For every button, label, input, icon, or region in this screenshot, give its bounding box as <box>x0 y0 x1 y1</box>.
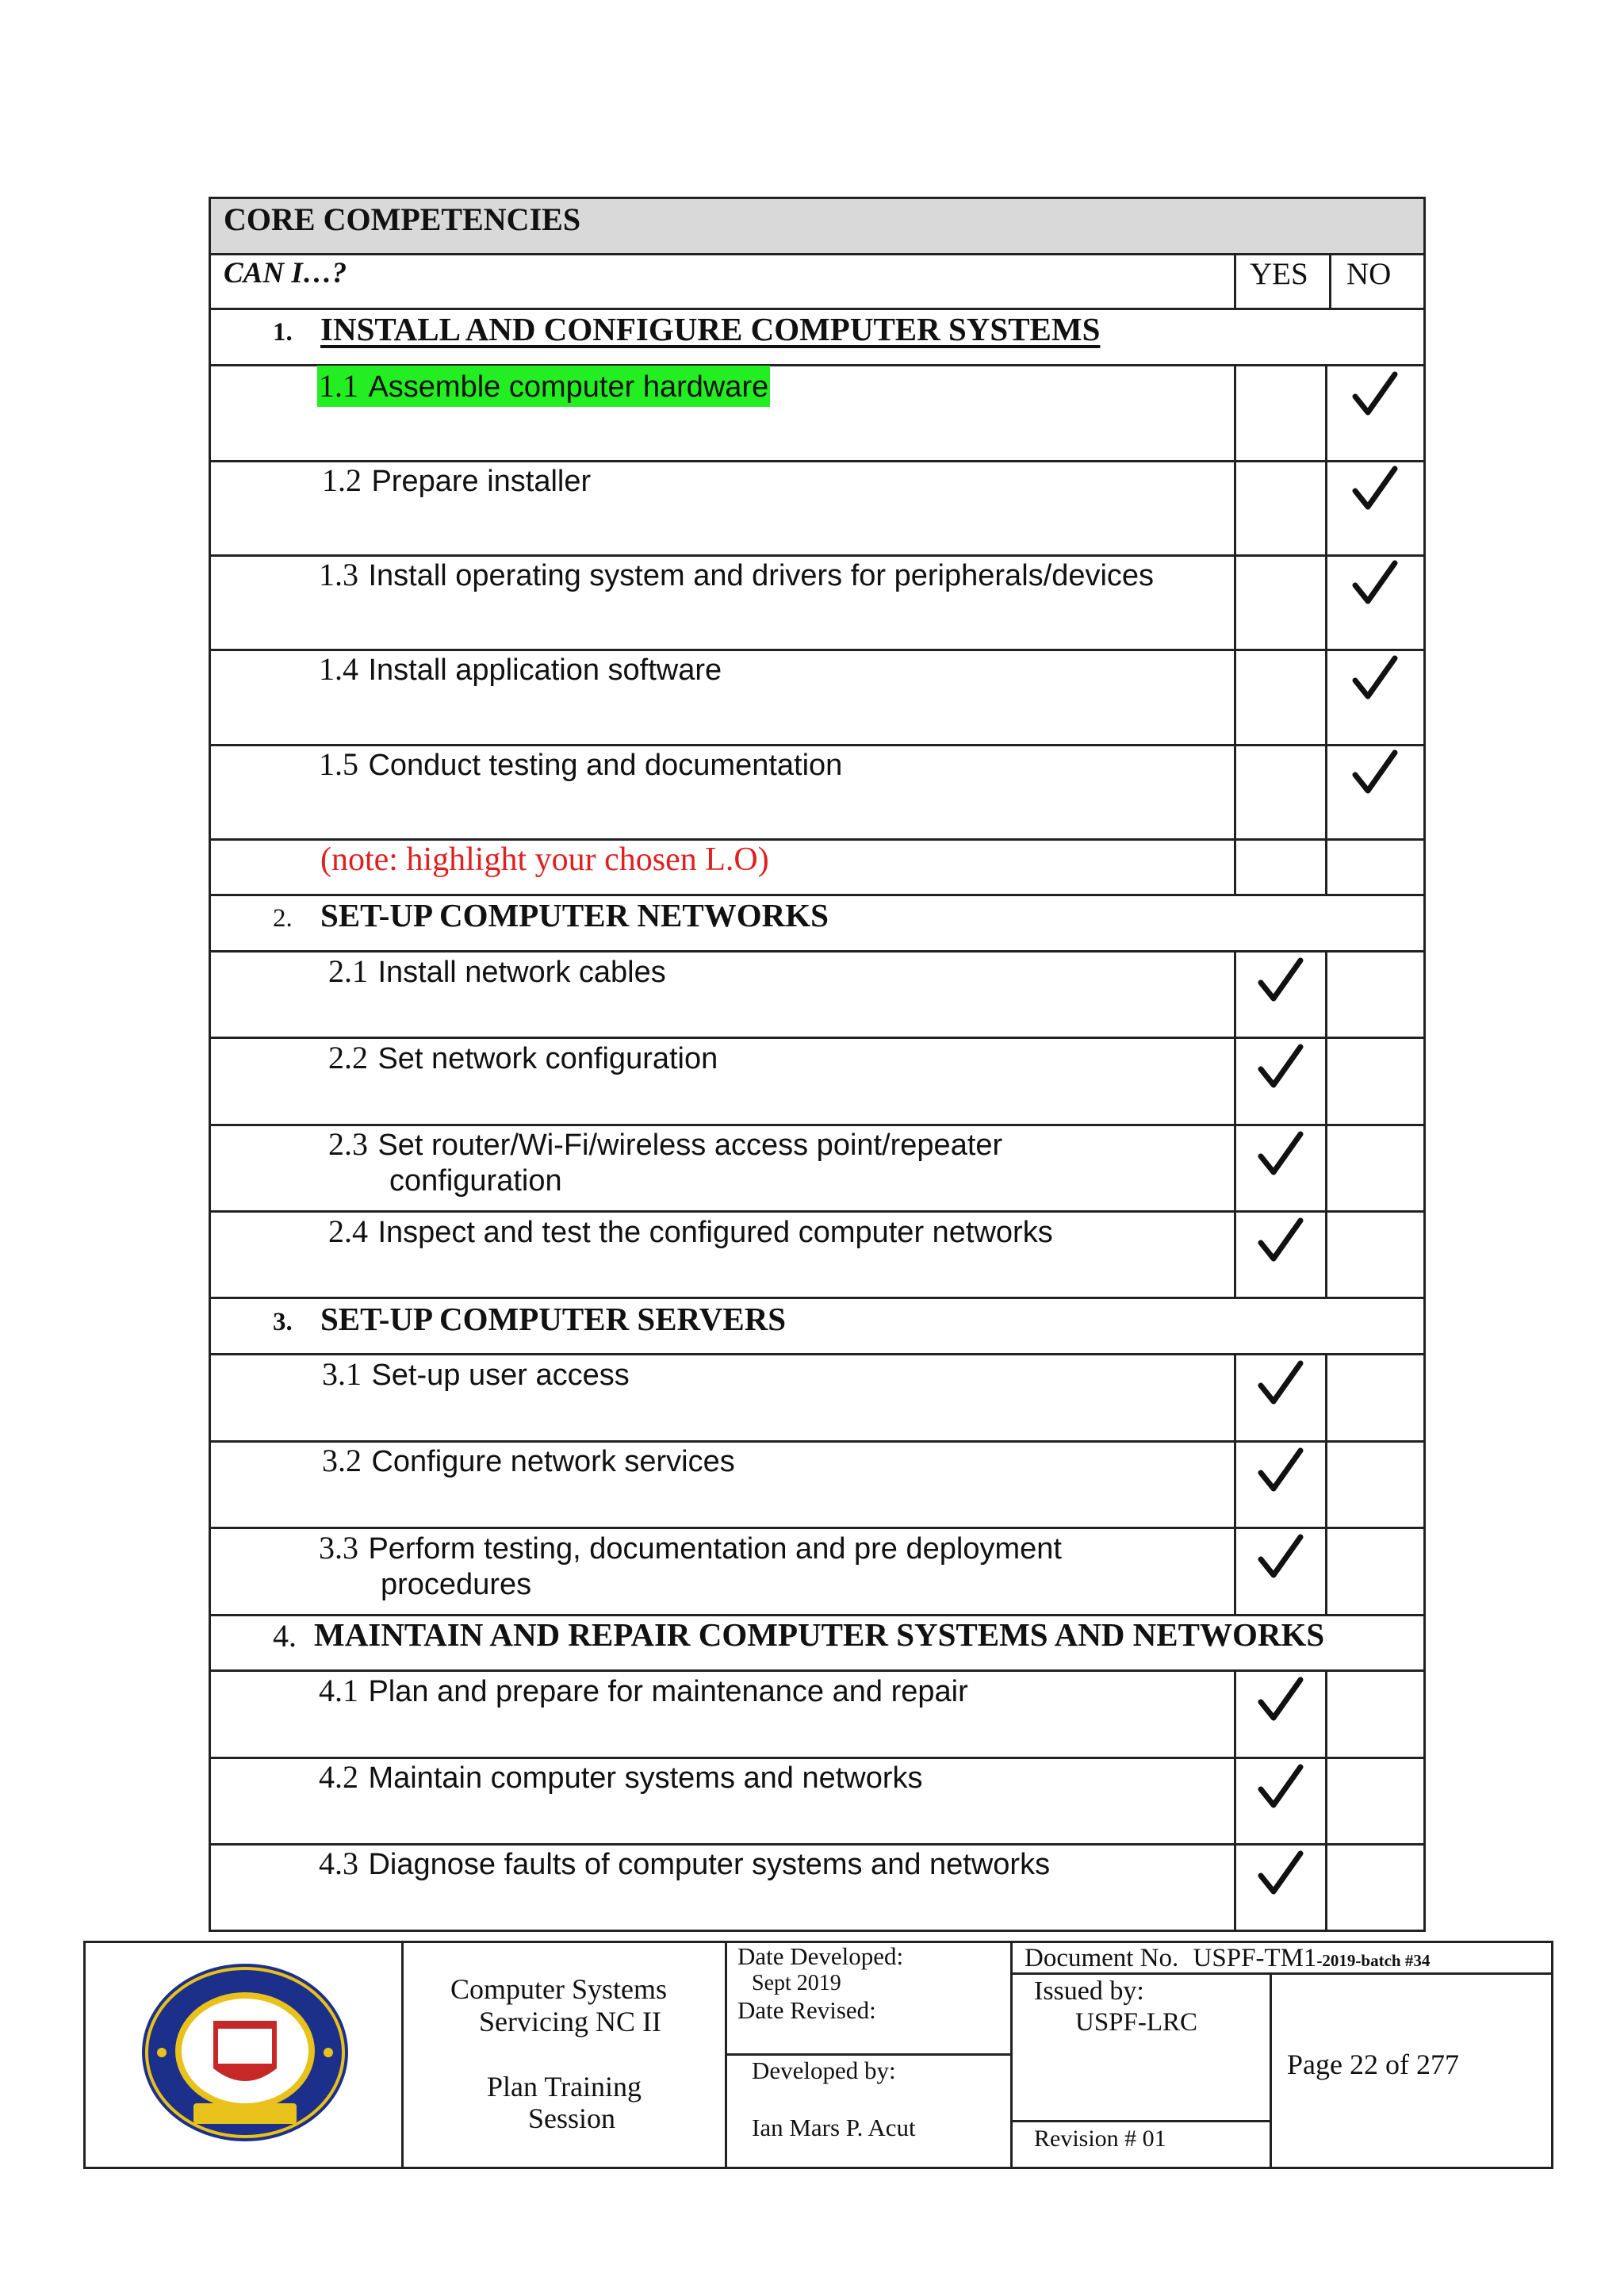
item-number: 2.1 <box>328 953 368 989</box>
highlight-note: (note: highlight your chosen L.O) <box>320 841 769 878</box>
item-text: Set-up user access <box>371 1359 630 1392</box>
item-number: 2.3 <box>328 1126 368 1162</box>
table-row <box>322 1443 735 1479</box>
checkmark-icon <box>1352 558 1398 606</box>
item-text: Install application software <box>368 654 722 687</box>
section-number: 4. <box>273 1618 297 1654</box>
checkmark-icon <box>1258 1446 1304 1493</box>
section-number: 3. <box>273 1308 293 1336</box>
checkmark-icon <box>1258 1675 1304 1723</box>
item-text: Install network cables <box>377 956 666 989</box>
item-number: 1.2 <box>322 462 362 498</box>
table-title: CORE COMPETENCIES <box>224 201 581 237</box>
document-number <box>1025 1944 1430 1972</box>
table-row <box>319 558 1154 593</box>
document-no-value: USPF-TM1 <box>1193 1944 1317 1972</box>
yes-column-header: YES <box>1250 257 1308 291</box>
section-number: 1. <box>273 318 293 347</box>
table-row <box>319 652 722 688</box>
table-row <box>328 954 666 990</box>
item-number: 2.4 <box>328 1213 368 1249</box>
section-title: SET-UP COMPUTER SERVERS <box>320 1301 787 1337</box>
document-no-label: Document No. <box>1025 1944 1179 1972</box>
checkmark-icon <box>1258 1849 1304 1896</box>
item-text: Plan and prepare for maintenance and repair <box>368 1675 968 1708</box>
item-number: 4.1 <box>319 1673 358 1708</box>
table-row <box>319 1673 968 1709</box>
section-number: 2. <box>273 904 293 933</box>
checkmark-icon <box>1352 464 1398 512</box>
item-number: 1.4 <box>319 651 358 687</box>
page-number: Page 22 of 277 <box>1287 2049 1459 2080</box>
table-row <box>328 1041 718 1076</box>
checkmark-icon <box>1258 1762 1304 1810</box>
item-text: Set network configuration <box>377 1042 718 1075</box>
checkmark-icon <box>1258 1216 1304 1263</box>
checkmark-icon <box>1258 1532 1304 1580</box>
item-text: Assemble computer hardware <box>368 370 769 404</box>
table-row <box>317 366 770 407</box>
checkmark-icon <box>1352 748 1398 795</box>
item-number: 1.5 <box>319 746 358 782</box>
can-i-label: CAN I…? <box>224 257 347 289</box>
section-title: MAINTAIN AND REPAIR COMPUTER SYSTEMS AND NETWORKS <box>314 1616 1325 1653</box>
no-column-header: NO <box>1346 257 1392 291</box>
course-title-line2: Servicing NC II <box>479 2006 661 2037</box>
table-row <box>328 1127 1002 1163</box>
date-developed-label: Date Developed: <box>737 1942 904 1970</box>
session-line2: Session <box>528 2102 616 2134</box>
item-text: Install operating system and drivers for peripherals/devices <box>368 559 1155 592</box>
item-number: 1.3 <box>319 557 358 592</box>
table-row <box>319 1846 1050 1882</box>
checkmark-icon <box>1352 370 1398 417</box>
checkmark-icon <box>1352 654 1398 701</box>
item-text: Maintain computer systems and networks <box>368 1761 923 1795</box>
section-title: INSTALL AND CONFIGURE COMPUTER SYSTEMS <box>320 311 1101 347</box>
item-number: 2.2 <box>328 1040 368 1075</box>
item-number: 3.3 <box>319 1530 358 1566</box>
item-text: Inspect and test the configured computer networks <box>377 1216 1053 1249</box>
item-number: 4.3 <box>319 1846 358 1881</box>
developed-by-label: Developed by: <box>752 2056 896 2084</box>
table-row <box>319 747 842 783</box>
item-text: Set router/Wi-Fi/wireless access point/repeater <box>377 1129 1003 1162</box>
item-text-continuation: procedures <box>381 1568 532 1601</box>
university-seal-logo <box>138 1957 352 2148</box>
item-text: Perform testing, documentation and pre deployment <box>368 1532 1062 1566</box>
document-no-suffix: -2019-batch #34 <box>1316 1951 1431 1970</box>
table-row <box>319 1760 923 1796</box>
issued-by-value: USPF-LRC <box>1075 2008 1198 2037</box>
table-row <box>328 1214 1053 1250</box>
item-text: Conduct testing and documentation <box>368 749 843 782</box>
checkmark-icon <box>1258 1359 1304 1406</box>
checkmark-icon <box>1258 1129 1304 1177</box>
revision-number: Revision # 01 <box>1034 2125 1166 2152</box>
session-line1: Plan Training <box>487 2071 642 2102</box>
course-title-line1: Computer Systems <box>450 1973 668 2005</box>
checkmark-icon <box>1258 1042 1304 1090</box>
item-text: Diagnose faults of computer systems and networks <box>368 1848 1051 1881</box>
section-title: SET-UP COMPUTER NETWORKS <box>320 897 829 933</box>
item-text-continuation: configuration <box>389 1164 562 1198</box>
table-row <box>319 1531 1062 1566</box>
item-number: 3.2 <box>322 1443 362 1478</box>
checkmark-icon <box>1258 956 1304 1003</box>
issued-by-label: Issued by: <box>1034 1976 1144 2006</box>
table-row <box>322 1357 630 1393</box>
developed-by-value: Ian Mars P. Acut <box>752 2114 916 2141</box>
date-developed-value: Sept 2019 <box>752 1971 841 1995</box>
item-number: 4.2 <box>319 1759 358 1795</box>
item-number: 1.1 <box>319 368 358 404</box>
item-number: 3.1 <box>322 1356 362 1392</box>
item-text: Configure network services <box>371 1445 735 1478</box>
item-text: Prepare installer <box>371 465 592 498</box>
date-revised-label: Date Revised: <box>737 1996 876 2024</box>
table-row <box>322 463 591 499</box>
